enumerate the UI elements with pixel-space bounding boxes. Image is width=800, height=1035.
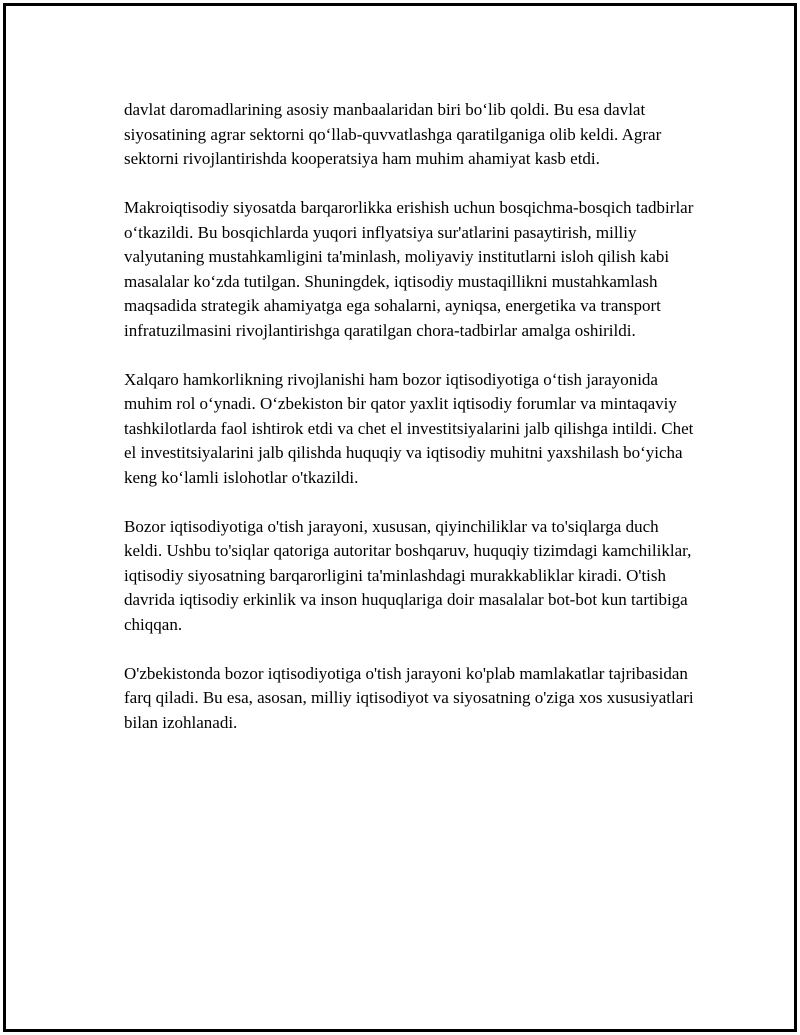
paragraph-3: Xalqaro hamkorlikning rivojlanishi ham bozor iqtisodiyotiga oʻtish jarayonida muhim rol oʻynadi. Oʻzbekiston bir qator yaxlit iqtisodiy forumlar va mintaqaviy tashkilotlarda faol ishtirok etdi va chet el investitsiyalarini jalb qilishga intildi. Chet el investitsiyalarini jalb qilishda huquqiy va iqtisodiy muhitni yaxshilash boʻyicha keng koʻlamli islohotlar o'tkazildi.	[124, 369, 694, 487]
paragraph-1: davlat daromadlarining asosiy manbaalaridan biri boʻlib qoldi. Bu esa davlat siyosatining agrar sektorni qoʻllab-quvvatlashga qaratilganiga olib keldi. Agrar sektorni rivojlantirishda kooperatsiya ham muhim ahamiyat kasb etdi.	[124, 100, 662, 168]
page-frame	[3, 3, 797, 1032]
document-body	[124, 98, 694, 760]
paragraph-2: Makroiqtisodiy siyosatda barqarorlikka erishish uchun bosqichma-bosqich tadbirlar oʻtkazildi. Bu bosqichlarda yuqori inflyatsiya sur'atlarini pasaytirish, milliy valyutaning mustahkamligini ta'minlash, moliyaviy institutlarni isloh qilish kabi masalalar koʻzda tutilgan. Shuningdek, iqtisodiy mustaqillikni mustahkamlash maqsadida strategik ahamiyatga ega sohalarni, ayniqsa, energetika va transport infratuzilmasini rivojlantirishga qaratilgan chora-tadbirlar amalga oshirildi.	[124, 198, 694, 340]
paragraph-5: O'zbekistonda bozor iqtisodiyotiga o'tish jarayoni ko'plab mamlakatlar tajribasidan farq qiladi. Bu esa, asosan, milliy iqtisodiyot va siyosatning o'ziga xos xususiyatlari bilan izohlanadi.	[124, 663, 694, 732]
paragraph-4: Bozor iqtisodiyotiga o'tish jarayoni, xususan, qiyinchiliklar va to'siqlarga duch keldi. Ushbu to'siqlar qatoriga autoritar boshqaruv, huquqiy tizimdagi kamchiliklar, iqtisodiy siyosatning barqarorligini ta'minlashdagi murakkabliklar kiradi. O'tish davrida iqtisodiy erkinlik va inson huquqlariga doir masalalar bot-bot kun tartibiga chiqqan.	[124, 516, 692, 634]
